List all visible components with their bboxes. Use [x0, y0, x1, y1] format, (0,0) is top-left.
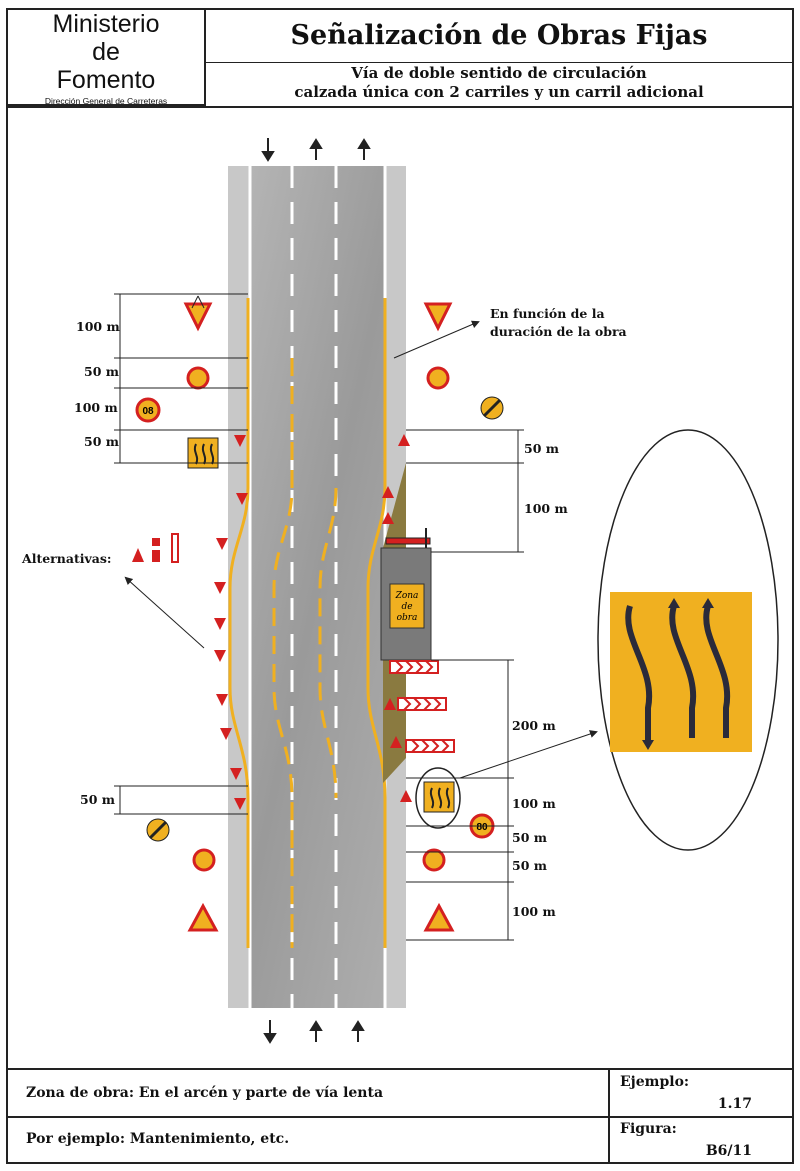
note-line1: En función de la [490, 306, 605, 321]
page-subtitle [206, 64, 792, 102]
left-sign-no-overtaking-top [188, 368, 208, 388]
note-pointer [394, 322, 478, 358]
right-distance-4: 100 m [512, 796, 556, 811]
footer [8, 1068, 792, 1164]
direction-arrows-top [263, 138, 369, 160]
barrier-bar [386, 538, 430, 544]
subtitle-line2: calzada única con 2 carriles y un carril adicional [294, 83, 704, 101]
figura-value: B6/11 [705, 1143, 752, 1159]
ministry-logo [8, 10, 206, 106]
note-line2: duración de la obra [490, 324, 627, 339]
right-distance-3: 200 m [512, 718, 556, 733]
ministry-line1: Ministerio [52, 10, 160, 38]
left-sign-end-restriction [147, 819, 169, 841]
subtitle-line1: Vía de doble sentido de circulación [351, 64, 647, 82]
alternatives-pointer [126, 578, 204, 648]
directorate: Dirección General de Carreteras [44, 96, 168, 106]
chevron-panel-2 [398, 698, 446, 710]
work-zone-line1: Zona [395, 591, 419, 601]
zone-description: Zona de obra: En el arcén y parte de vía lenta [26, 1085, 384, 1101]
work-zone-line3: obra [396, 613, 418, 623]
right-distance-7: 100 m [512, 904, 556, 919]
left-distance-4: 50 m [84, 434, 119, 449]
left-distance-3: 100 m [74, 400, 118, 415]
left-distance-5: 50 m [80, 792, 115, 807]
detail-pointer [460, 732, 596, 778]
left-distance-2: 50 m [84, 364, 119, 379]
right-sign-no-overtaking-bottom [424, 850, 444, 870]
road-diagram [8, 108, 792, 1068]
page-title: Señalización de Obras Fijas [206, 10, 792, 63]
detail-lane-shift-sign [610, 592, 752, 752]
right-sign-works-warning-top [426, 304, 450, 328]
left-sign-works-warning-top [186, 296, 210, 328]
alternative-cone-icon [132, 548, 144, 562]
work-zone-line2: de [401, 602, 413, 612]
alternatives-label: Alternativas: [22, 551, 112, 566]
chevron-panel-3 [406, 740, 454, 752]
right-sign-works-warning-bottom [426, 906, 452, 930]
left-distance-1: 100 m [76, 319, 120, 334]
ministry-line2: de [92, 38, 120, 66]
right-distance-2: 100 m [524, 501, 568, 516]
ejemplo-value: 1.17 [717, 1096, 752, 1112]
left-sign-works-warning-bottom [190, 906, 216, 930]
alternative-barrel-icon [152, 538, 160, 562]
road-surface [228, 166, 406, 1008]
left-sign-no-overtaking-bottom [194, 850, 214, 870]
right-sign-end-restriction [481, 397, 503, 419]
ejemplo-box [608, 1070, 792, 1117]
ministry-line3: Fomento [56, 66, 156, 94]
right-distance-5: 50 m [512, 830, 547, 845]
alternative-bollard-icon [172, 534, 178, 562]
right-distance-6: 50 m [512, 858, 547, 873]
speed-limit-upper: 08 [142, 406, 154, 417]
figura-box [608, 1117, 792, 1164]
figura-label: Figura: [620, 1121, 677, 1137]
right-sign-no-overtaking [428, 368, 448, 388]
direction-arrows-bottom [265, 1020, 363, 1042]
ejemplo-label: Ejemplo: [620, 1074, 690, 1090]
right-distance-1: 50 m [524, 441, 559, 456]
right-sign-lane-shift [424, 782, 454, 812]
example-description: Por ejemplo: Mantenimiento, etc. [26, 1131, 290, 1147]
speed-limit-lower: 80 [476, 822, 488, 833]
chevron-panel-1 [390, 661, 438, 673]
